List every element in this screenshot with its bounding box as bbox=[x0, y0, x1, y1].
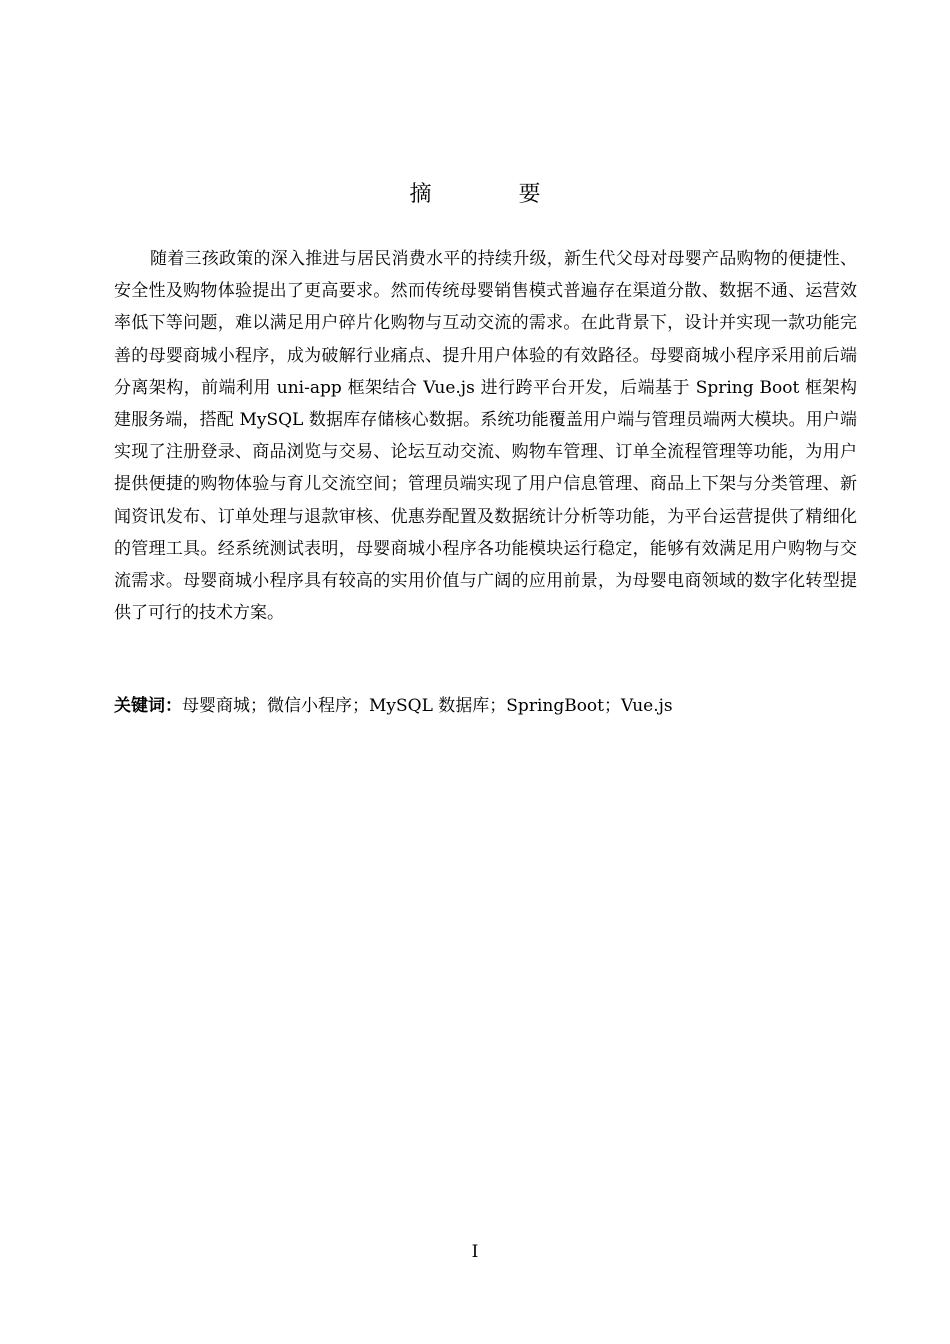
page-number: I bbox=[471, 1242, 479, 1262]
abstract-title: 摘 要 bbox=[409, 182, 581, 207]
keywords-label: 关键词： bbox=[114, 696, 182, 716]
abstract-paragraph: 随着三孩政策的深入推进与居民消费水平的持续升级，新生代父母对母婴产品购物的便捷性、安全性及购物体验提出了更高要求。然而传统母婴销售模式普遍存在渠道分散、数据不通、运营效率低下等问题，难以满足用户碎片化购物与互动交流的需求。在此背景下，设计并实现一款功能完善的母婴商城小程序，成为破解行业痛点、提升用户体验的有效路径。母婴商城小程序采用前后端分离架构，前端利用 uni-app 框架结合 Vue.js 进行跨平台开发，后端基于 Spring Boot 框架构建服务端，搭配 MySQL 数据库存储核心数据。系统功能覆盖用户端与管理员端两大模块。用户端实现了注册登录、商品浏览与交易、论坛互动交流、购物车管理、订单全流程管理等功能，为用户提供便捷的购物体验与育儿交流空间；管理员端实现了用户信息管理、商品上下架与分类管理、新闻资讯发布、订单处理与退款审核、优惠券配置及数据统计分析等功能，为平台运营提供了精细化的管理工具。经系统测试表明，母婴商城小程序各功能模块运行稳定，能够有效满足用户购物与交流需求。母婴商城小程序具有较高的实用价值与广阔的应用前景，为母婴电商领域的数字化转型提供了可行的技术方案。 bbox=[114, 249, 857, 624]
keywords-line bbox=[114, 690, 857, 722]
keywords-text: 母婴商城；微信小程序；MySQL 数据库；SpringBoot；Vue.js bbox=[182, 696, 673, 716]
